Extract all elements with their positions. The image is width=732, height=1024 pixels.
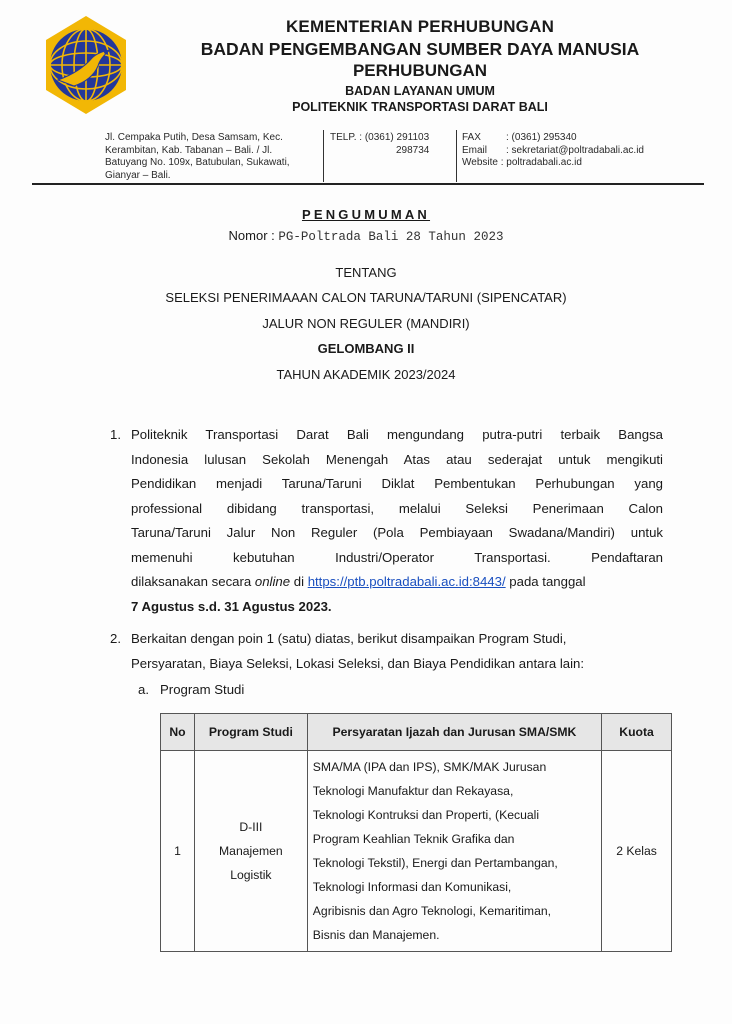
online-emphasis: online [254,574,291,589]
paragraph-line: Berkaitan dengan poin 1 (satu) diatas, berikut disampaikan Program Studi, [131,631,567,646]
fax-email-block [462,132,702,170]
paragraph-line: Politeknik Transportasi Darat Bali mengundang putra-putri terbaik Bangsa [131,427,663,442]
paragraph-line: Indonesia lulusan Sekolah Menengah Atas atau sederajat untuk mengikuti [131,451,663,467]
item-number: 2. [110,631,121,646]
cell-requirements [307,751,601,952]
letterhead [140,16,700,115]
requirement-line: Teknologi Tekstil), Energi dan Pertambangan, [312,856,558,870]
agency-name: BADAN PENGEMBANGAN SUMBER DAYA MANUSIA [200,39,640,59]
email-label: Email [462,144,488,156]
telp-value: (0361) 291103 [364,132,430,143]
program-line: Manajemen [219,844,283,858]
telp-value-2: 298734 [396,144,430,156]
address-line: Jl. Cempaka Putih, Desa Samsam, Kec. [105,132,283,143]
item-1-paragraph [131,423,663,619]
ministry-name: KEMENTERIAN PERHUBUNGAN [285,17,555,36]
col-header-program: Program Studi [194,714,307,751]
paragraph-line: memenuhi kebutuhan Industri/Operator Transportasi. Pendaftaran [131,549,663,565]
sub-item-label: Program Studi [160,682,245,697]
requirement-line: Agribisnis dan Agro Teknologi, Kemaritiman, [312,904,552,918]
header-rule [32,183,704,185]
subject-line-4: TAHUN AKADEMIK 2023/2024 [276,367,456,382]
website-label: Website [462,157,498,168]
text-segment: di [290,574,308,589]
divider [323,130,324,182]
col-header-requirements: Persyaratan Ijazah dan Jurusan SMA/SMK [307,714,601,751]
institution-name: POLITEKNIK TRANSPORTASI DARAT BALI [292,100,548,114]
registration-dates: 7 Agustus s.d. 31 Agustus 2023. [131,598,332,614]
paragraph-line: Pendidikan menjadi Taruna/Taruni Diklat Pembentukan Perhubungan yang [131,476,663,491]
kemenhub-logo-icon [40,14,132,118]
program-table [160,713,672,952]
cell-no: 1 [161,751,195,952]
agency-name-cont: PERHUBUNGAN [352,61,488,80]
cell-program [194,751,307,952]
tentang-label: TENTANG [335,265,397,280]
website-value: : poltradabali.ac.id [500,157,582,168]
cell-quota: 2 Kelas [602,751,672,952]
email-value: : sekretariat@poltradabali.ac.id [506,144,644,156]
subject-line-1: SELEKSI PENERIMAAAN CALON TARUNA/TARUNI (SIPENCATAR) [165,290,567,305]
requirement-line: Teknologi Kontruksi dan Properti, (Kecuali [312,808,540,822]
requirement-line: SMA/MA (IPA dan IPS), SMK/MAK Jurusan [312,760,547,774]
paragraph-line [131,570,663,595]
nomor-value: PG-Poltrada Bali 28 Tahun 2023 [278,230,504,244]
divider [456,130,457,182]
telp-label: TELP. : [330,132,363,143]
program-line: Logistik [230,868,272,882]
table-header-row [161,714,672,751]
subject-line-2: JALUR NON REGULER (MANDIRI) [262,316,470,331]
phone-block [330,132,452,157]
nomor-label: Nomor : [228,228,275,243]
program-line: D-III [239,820,263,834]
announcement-heading: PENGUMUMAN [301,207,431,222]
col-header-quota: Kuota [602,714,672,751]
fax-value: : (0361) 295340 [506,132,577,143]
requirement-line: Program Keahlian Teknik Grafika dan [312,832,515,846]
paragraph-line: Taruna/Taruni Jalur Non Reguler (Pola Pembiayaan Swadana/Mandiri) untuk [131,525,663,540]
col-header-no: No [161,714,195,751]
requirement-line: Teknologi Manufaktur dan Rekayasa, [312,784,514,798]
blu-label: BADAN LAYANAN UMUM [345,84,495,98]
item-number: 1. [110,427,121,442]
subject-line-3: GELOMBANG II [317,341,415,356]
address-line: Kerambitan, Kab. Tabanan – Bali. / Jl. [105,144,273,156]
announcement-number [0,228,732,244]
table-row [161,751,672,952]
text-segment: pada tanggal [505,574,586,589]
registration-link[interactable]: https://ptb.poltradabali.ac.id:8443/ [307,574,506,589]
fax-label: FAX [462,132,481,143]
requirement-line: Bisnis dan Manajemen. [312,928,440,942]
sub-item-letter: a. [138,682,149,697]
text-segment: dilaksanakan secara [131,574,255,589]
paragraph-line: professional dibidang transportasi, melalui Seleksi Penerimaan Calon [131,500,663,516]
address-block [105,132,317,182]
address-line: Batuyang No. 109x, Batubulan, Sukawati, [105,157,290,168]
item-2-paragraph [131,627,663,676]
address-line: Gianyar – Bali. [105,169,171,181]
requirement-line: Teknologi Informasi dan Komunikasi, [312,880,512,894]
paragraph-line: Persyaratan, Biaya Seleksi, Lokasi Seleksi, dan Biaya Pendidikan antara lain: [131,655,585,671]
